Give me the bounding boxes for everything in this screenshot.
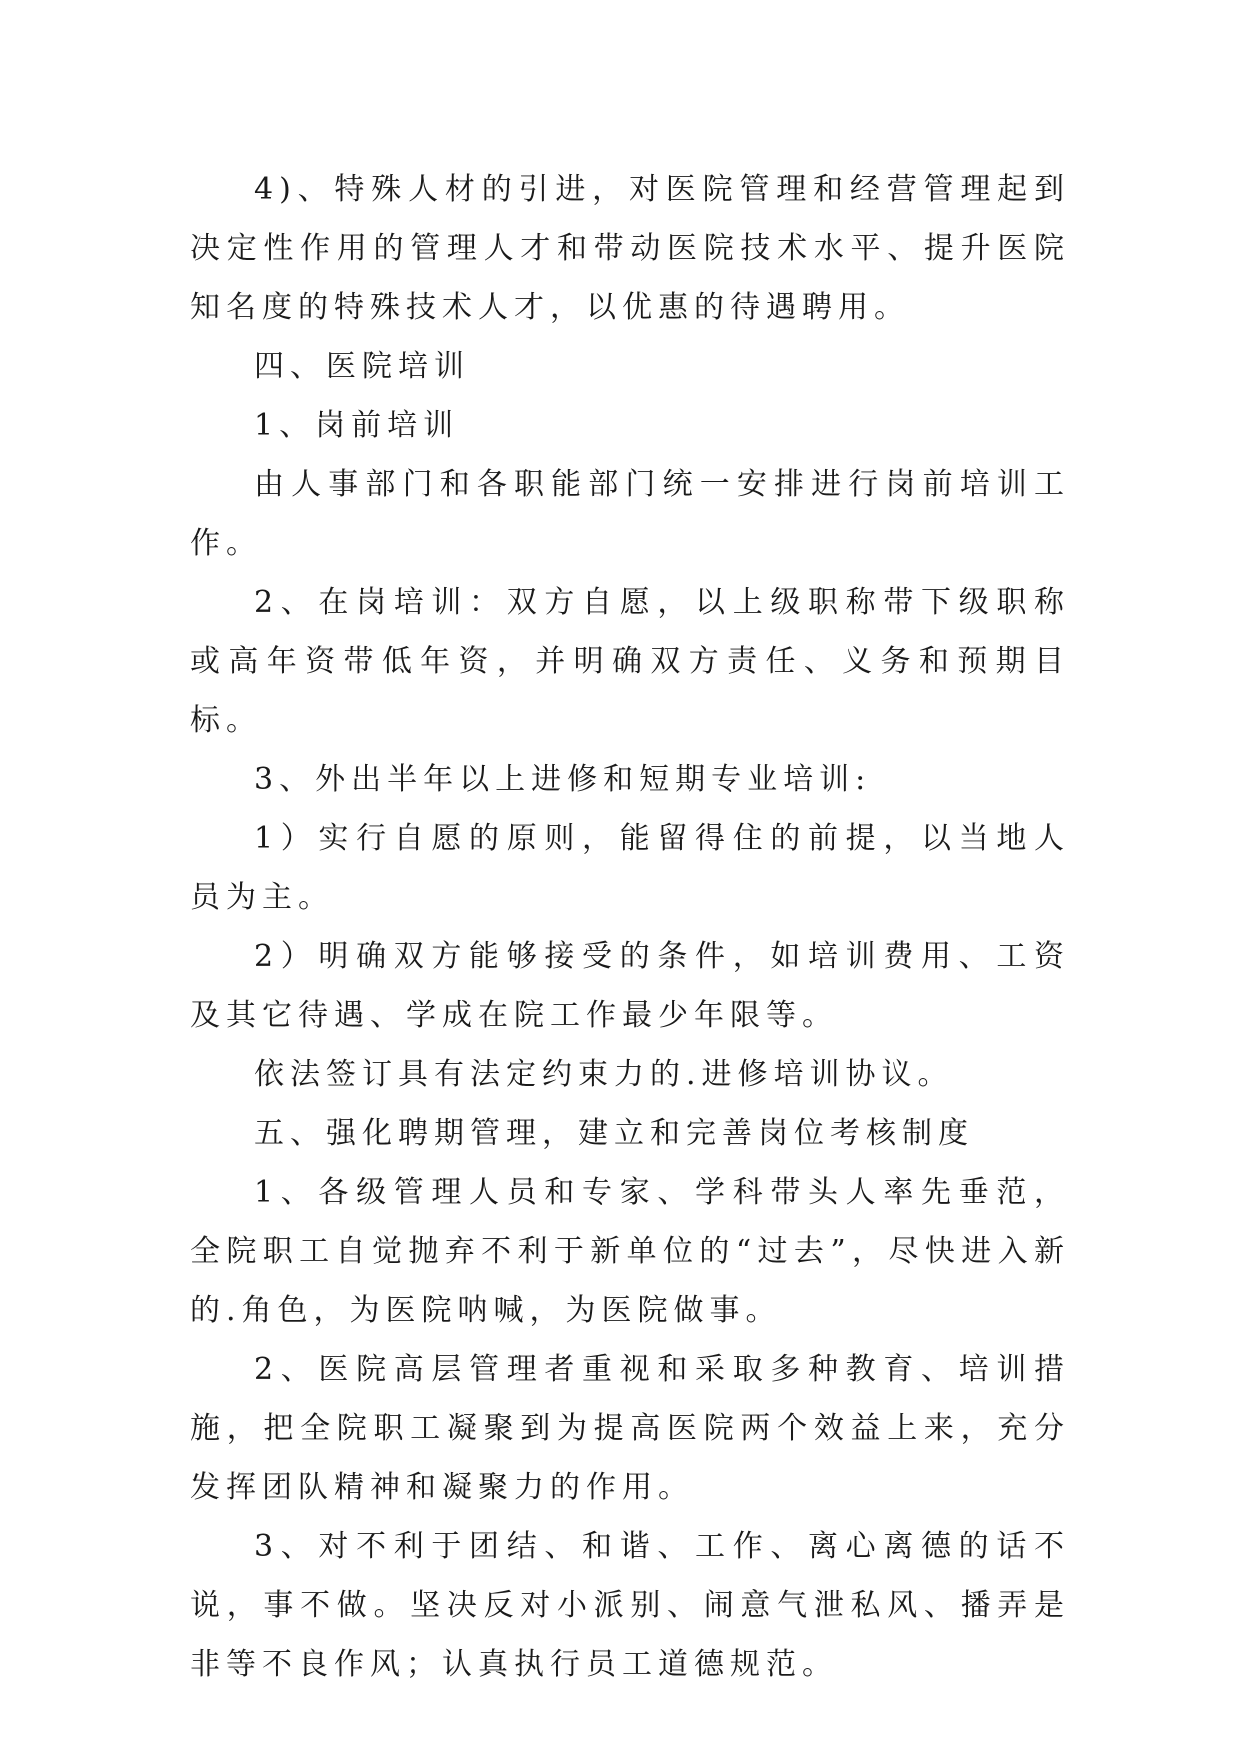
paragraph-lead-by-example: 1、各级管理人员和专家、学科带头人率先垂范，全院职工自觉抛弃不利于新单位的“过去”，尽快进入新的.角色，为医院呐喊，为医院做事。 [190,1175,1070,1328]
heading-hospital-training: 四、医院培训 [254,349,470,384]
paragraph-education-measures: 2、医院高层管理者重视和采取多种教育、培训措施，把全院职工凝聚到为提高医院两个效益上来，充分发挥团队精神和凝聚力的作用。 [190,1352,1070,1505]
paragraph-voluntary-principle: 1）实行自愿的原则，能留得住的前提，以当地人员为主。 [190,821,1070,915]
paragraph-external-study: 3、外出半年以上进修和短期专业培训: [254,762,872,797]
subheading-pre-job-training: 1、岗前培训 [254,408,460,443]
paragraph-pre-job-arrangement: 由人事部门和各职能部门统一安排进行岗前培训工作。 [190,467,1070,561]
document-body [190,160,1070,1694]
heading-appointment-management: 五、强化聘期管理，建立和完善岗位考核制度 [254,1116,974,1151]
paragraph-agreement: 依法签订具有法定约束力的.进修培训协议。 [254,1057,954,1092]
paragraph-conditions: 2）明确双方能够接受的条件，如培训费用、工资及其它待遇、学成在院工作最少年限等。 [190,939,1070,1033]
paragraph-special-talent: 4)、特殊人材的引进，对医院管理和经营管理起到决定性作用的管理人才和带动医院技术水平、提升医院知名度的特殊技术人才，以优惠的待遇聘用。 [190,172,1070,325]
paragraph-on-job-training: 2、在岗培训：双方自愿，以上级职称带下级职称或高年资带低年资，并明确双方责任、义务和预期目标。 [190,585,1070,738]
paragraph-ethics: 3、对不利于团结、和谐、工作、离心离德的话不说，事不做。坚决反对小派别、闹意气泄私风、播弄是非等不良作风；认真执行员工道德规范。 [190,1529,1070,1682]
